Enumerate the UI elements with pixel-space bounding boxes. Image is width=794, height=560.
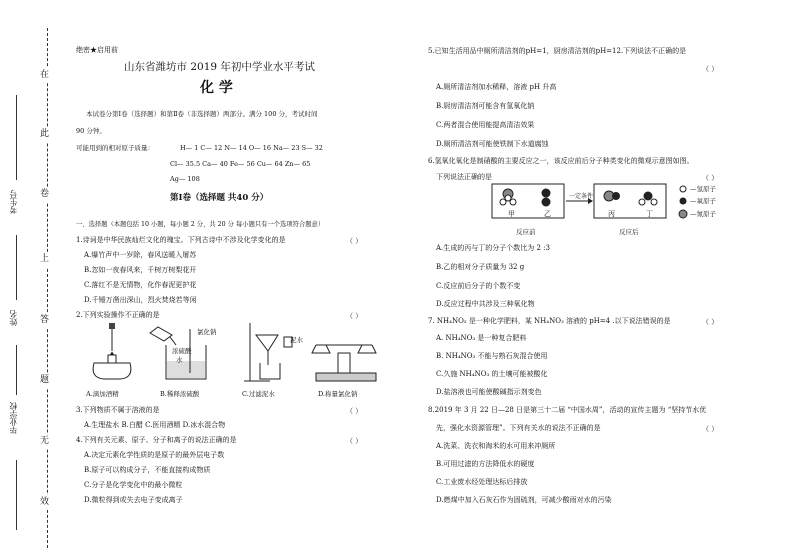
label-yi: 乙 xyxy=(544,210,551,218)
q3-options: A.生理盐水 B.白醋 C.医用酒精 D.冰水混合物 xyxy=(84,421,226,429)
name-line xyxy=(16,235,17,300)
answer-paren: （ ） xyxy=(702,318,719,326)
label-mud: 泥水 xyxy=(290,336,303,344)
q7-option-a: A. NH₄NO₃ 是一种复合肥料 xyxy=(436,334,527,342)
q7-option-d: D.盐溶液也可能使酸碱指示剂变色 xyxy=(436,388,542,396)
margin-char: 效 xyxy=(40,495,49,510)
molecule-jia-icon xyxy=(500,189,516,205)
margin-char: 卷 xyxy=(40,187,49,202)
q4-option-d: D.微粒得到或失去电子变成离子 xyxy=(84,496,183,504)
legend-nitrogen: —氮原子 xyxy=(690,210,716,218)
balance-icon xyxy=(312,345,376,381)
margin-char: 上 xyxy=(40,252,49,267)
legend-symbols xyxy=(678,184,688,220)
q1-option-a: A.爆竹声中一岁除，春风送暖入屠苏 xyxy=(84,251,197,259)
school-line-2 xyxy=(16,460,17,530)
q8-option-b: B.可用过滤的方法降低水的硬度 xyxy=(436,460,535,468)
label-jia: 甲 xyxy=(508,210,515,218)
atoms-row-2: Cl— 35.5 Ca— 40 Fe— 56 Cu— 64 Zn— 65 xyxy=(170,160,311,168)
answer-paren: （ ） xyxy=(702,65,719,73)
atoms-label: 可能用到的相对原子质量： xyxy=(76,144,154,152)
legend-hydrogen: —氢原子 xyxy=(690,185,716,193)
q6-option-a: A.生成的丙与丁的分子个数比为 2 :3 xyxy=(436,244,550,252)
answer-paren: （ ） xyxy=(346,237,363,245)
q2-option-b: B.稀释浓硫酸 xyxy=(160,390,200,398)
q4-stem: 4.下列有关元素、原子、分子和离子的说法正确的是 xyxy=(76,436,237,444)
atoms-row-3: Ag— 108 xyxy=(170,175,200,183)
q1-option-c: C.落红不是无情物，化作春泥更护花 xyxy=(84,281,197,289)
q6-stem-2: 下列说法正确的是 xyxy=(436,173,492,181)
margin-char: 此 xyxy=(40,127,49,142)
q4-option-c: C.分子是化学变化中的最小微粒 xyxy=(84,481,183,489)
q4-option-b: B.原子可以构成分子，不能直接构成物质 xyxy=(84,466,211,474)
subject-title: 化 学 xyxy=(200,80,233,96)
q6-stem-1: 6.氢氧化氧化是制硝酸的主要反应之一，该反应前后分子种类变化的微观示意图如图。 xyxy=(428,157,694,165)
alcohol-lamp-icon xyxy=(93,323,131,379)
answer-paren: （ ） xyxy=(346,407,363,415)
label-after: 反应后 xyxy=(619,228,639,236)
label-acid: 浓硫酸 xyxy=(172,347,192,355)
q5-option-c: C.两者混合使用能提高清洁效果 xyxy=(436,121,535,129)
margin-char: 无 xyxy=(40,434,49,449)
q2-option-a: A.滴加酒精 xyxy=(86,390,119,398)
label-water: 水 xyxy=(176,356,183,364)
q6-option-d: D.反应过程中共涉及三种氧化物 xyxy=(436,300,535,308)
q6-option-c: C.反应前后分子的个数不变 xyxy=(436,282,521,290)
answer-paren: （ ） xyxy=(702,174,719,182)
q7-option-c: C.久施 NH₄NO₃ 的土壤可能被酸化 xyxy=(436,370,548,378)
q8-option-c: C.工业废水经处理达标后排放 xyxy=(436,478,528,486)
q7-stem: 7. NH₄NO₃ 是一种化学肥料，某 NH₄NO₃ 溶液的 pH=4 .以下说法错误的是 xyxy=(428,317,671,325)
label-before: 反应前 xyxy=(516,228,536,236)
answer-paren: （ ） xyxy=(346,437,363,445)
margin-char: 题 xyxy=(40,373,49,388)
q5-option-d: D.厕所清洁剂可能使铁制下水道腐蚀 xyxy=(436,140,549,148)
margin-char: 在 xyxy=(40,68,49,83)
q6-option-b: B.乙的相对分子质量为 32 g xyxy=(436,263,525,271)
nitrogen-atom-icon xyxy=(679,210,687,218)
label-ding: 丁 xyxy=(646,210,653,218)
q7-option-b: B. NH₄NO₃ 不能与熟石灰混合使用 xyxy=(436,352,548,360)
reaction-condition: 一定条件 xyxy=(569,193,594,200)
molecule-yi-icon xyxy=(542,189,551,207)
q3-stem: 3.下列物质不属于溶液的是 xyxy=(76,406,160,414)
q1-stem: 1.诗词是中华民族灿烂文化的瑰宝。下列古诗中不涉及化学变化的是 xyxy=(76,236,286,244)
intro-line-1: 本试卷分第Ⅰ卷（选择题）和第Ⅱ卷（非选择题）两部分。满分 100 分，考试时间 xyxy=(86,110,318,118)
school-line xyxy=(16,345,17,395)
hydrogen-atom-icon xyxy=(680,186,686,192)
intro-line-2: 90 分钟。 xyxy=(76,127,106,135)
q2-option-d: D.称量氯化钠 xyxy=(318,390,358,398)
exam-number-label: 考生号 xyxy=(9,190,18,214)
q5-option-b: B.厨房清洁剂可能含有氢氧化钠 xyxy=(436,102,535,110)
binding-dashed-line xyxy=(47,28,48,548)
margin-char: 答 xyxy=(40,313,49,328)
secret-mark: 绝密★启用前 xyxy=(76,46,118,54)
label-bing: 丙 xyxy=(608,210,615,218)
molecule-bing-icon xyxy=(604,191,620,201)
q8-option-d: D.燃煤中加入石灰石作为固硫剂，可减少酸雨对水的污染 xyxy=(436,496,612,504)
answer-paren: （ ） xyxy=(702,425,719,433)
school-label: 毕业学校 xyxy=(9,402,18,434)
q2-stem: 2.下列实验操作不正确的是 xyxy=(76,311,160,319)
name-label: 姓名 xyxy=(9,310,18,326)
oxygen-atom-icon xyxy=(680,198,687,205)
q5-stem: 5.已知生活用品中厕所清洁剂的pH=1，厨房清洁剂的pH=12.下列说法不正确的是 xyxy=(428,47,687,55)
molecule-diagram xyxy=(490,182,670,228)
filter-funnel-icon xyxy=(244,323,292,381)
answer-paren: （ ） xyxy=(346,312,363,320)
exam-title: 山东省潍坊市 2019 年初中学业水平考试 xyxy=(124,61,315,73)
legend-oxygen: —氧原子 xyxy=(690,197,716,205)
q1-option-d: D.千锤万凿出深山，烈火焚烧若等闲 xyxy=(84,296,197,304)
q5-option-a: A.厕所清洁剂加水稀释，溶液 pH 升高 xyxy=(436,83,557,91)
q2-apparatus-figure xyxy=(80,323,380,383)
exam-number-line xyxy=(16,95,17,180)
atoms-row-1: H— 1 C— 12 N— 14 O— 16 Na— 23 S— 32 xyxy=(180,144,323,152)
instructions: 一、选择题（本题包括 10 小题，每小题 2 分，共 20 分 每小题只有一个选项符合题意） xyxy=(76,221,325,228)
q2-option-c: C.过滤泥水 xyxy=(242,390,275,398)
molecule-ding-icon xyxy=(639,192,657,206)
q1-option-b: B.忽如一夜春风来，千树万树梨花开 xyxy=(84,266,197,274)
q8-option-a: A.洗菜、洗衣和淘米的水可用来冲厕所 xyxy=(436,442,556,450)
q8-stem-1: 8.2019 年 3 月 22 日—28 日是第三十二届 “中国水周”，活动的宣传主题为 “坚持节水优 xyxy=(428,406,707,414)
section-heading: 第Ⅰ卷（选择题 共40 分） xyxy=(170,193,269,203)
label-nacl-fig: 氯化钠 xyxy=(197,328,217,336)
q4-option-a: A.决定元素化学性质的是原子的最外层电子数 xyxy=(84,451,225,459)
q8-stem-2: 先，强化水资源管理”。下列有关水的说法不正确的是 xyxy=(436,424,601,432)
